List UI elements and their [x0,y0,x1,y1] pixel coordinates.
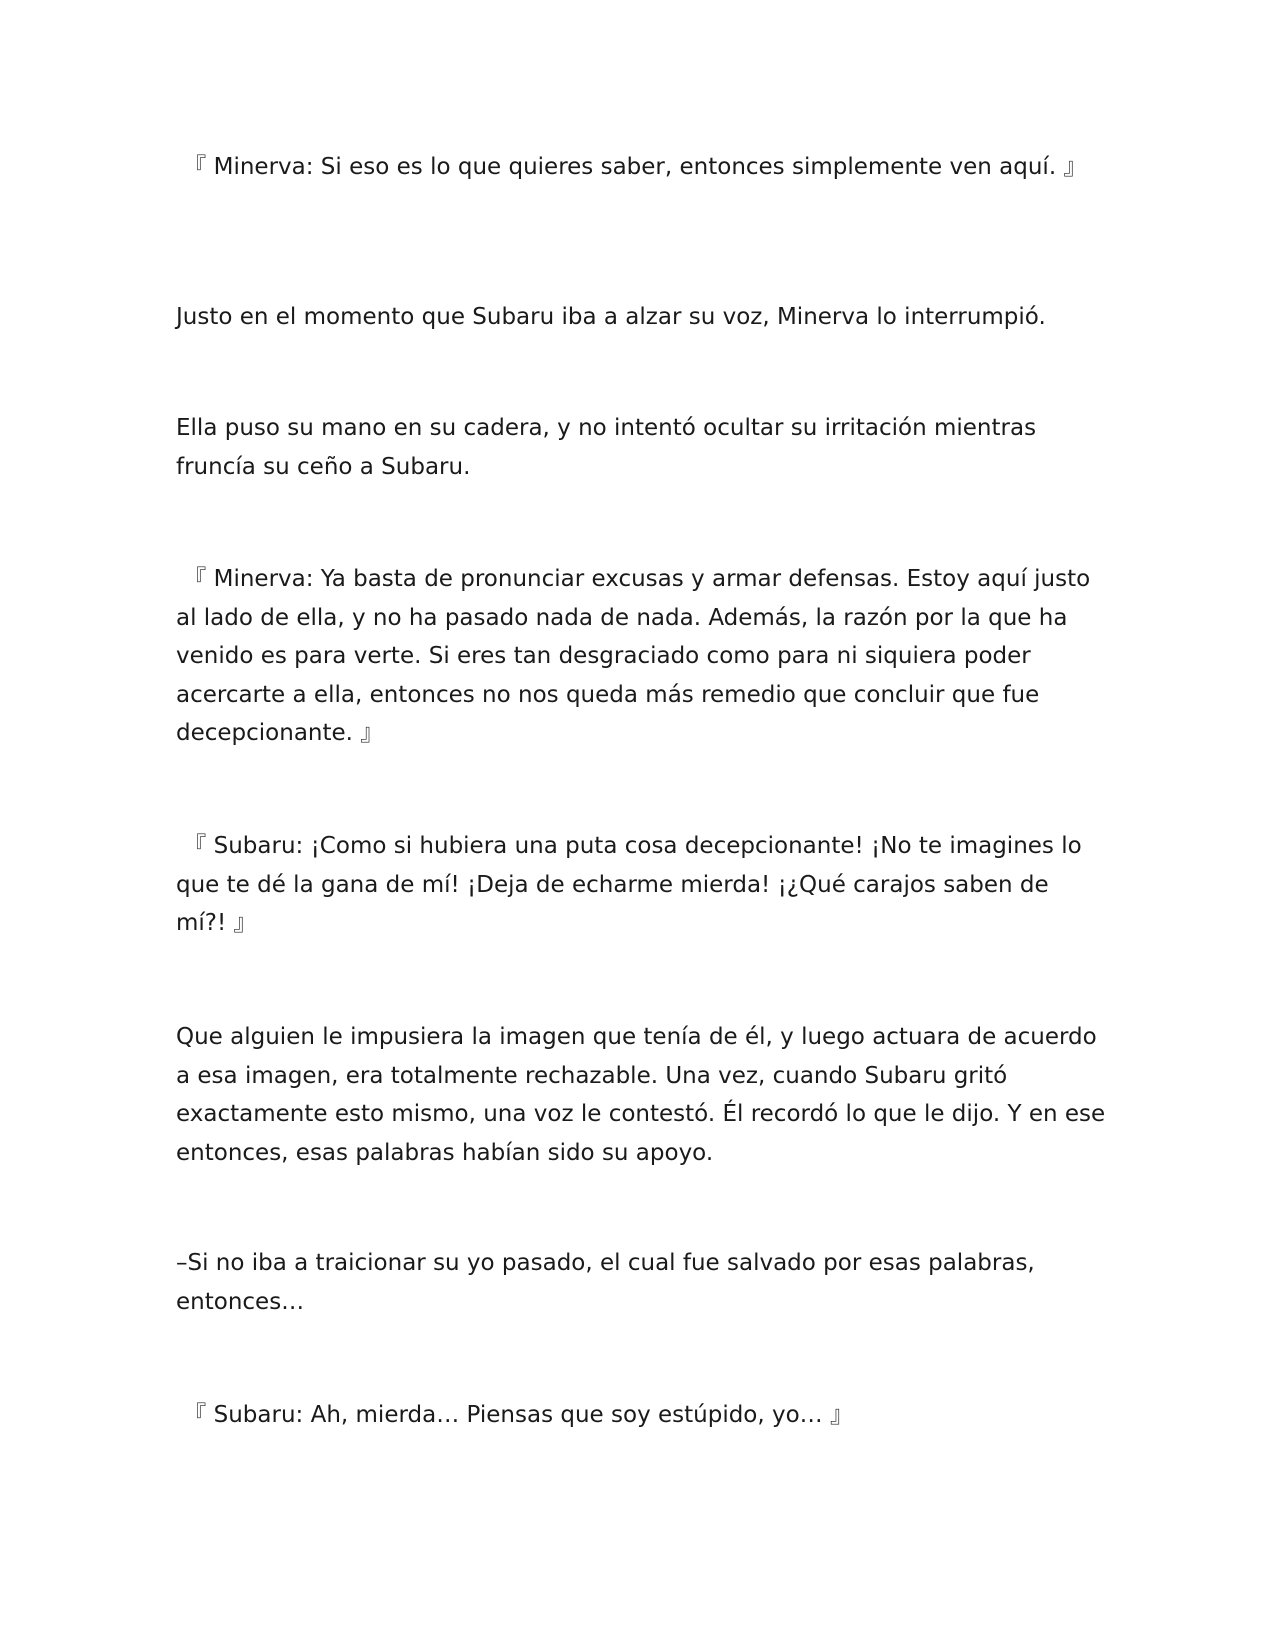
narration-paragraph-2: Ella puso su mano en su cadera, y no intentó ocultar su irritación mientras fruncía su ceño a Subaru. [176,415,1037,480]
narration-paragraph-4: –Si no iba a traicionar su yo pasado, el cual fue salvado por esas palabras, entonces… [176,1250,1035,1315]
dialogue-minerva-1: 『 Minerva: Si eso es lo que quieres saber, entonces simplemente ven aquí. 』 [176,154,1087,180]
dialogue-subaru-2: 『 Subaru: Ah, mierda… Piensas que soy estúpido, yo… 』 [176,1402,853,1428]
narration-paragraph-3: Que alguien le impusiera la imagen que tenía de él, y luego actuara de acuerdo a esa imagen, era totalmente rechazable. Una vez, cuando Subaru gritó exactamente esto mismo, una voz le contestó. Él recordó lo que le dijo. Y en ese entonces, esas palabras habían sido su apoyo. [176,1024,1106,1166]
dialogue-subaru-1: 『 Subaru: ¡Como si hubiera una puta cosa decepcionante! ¡No te imagines lo que te dé la gana de mí! ¡Deja de echarme mierda! ¡¿Qué carajos saben de mí?! 』 [176,833,1082,936]
dialogue-minerva-2: 『 Minerva: Ya basta de pronunciar excusas y armar defensas. Estoy aquí justo al lado de ella, y no ha pasado nada de nada. Además, la razón por la que ha venido es para verte. Si eres tan desgraciado como para ni siquiera poder acercarte a ella, entonces no nos queda más remedio que concluir que fue decepcionante. 』 [176,566,1091,746]
narration-paragraph-1: Justo en el momento que Subaru iba a alzar su voz, Minerva lo interrumpió. [176,304,1046,330]
